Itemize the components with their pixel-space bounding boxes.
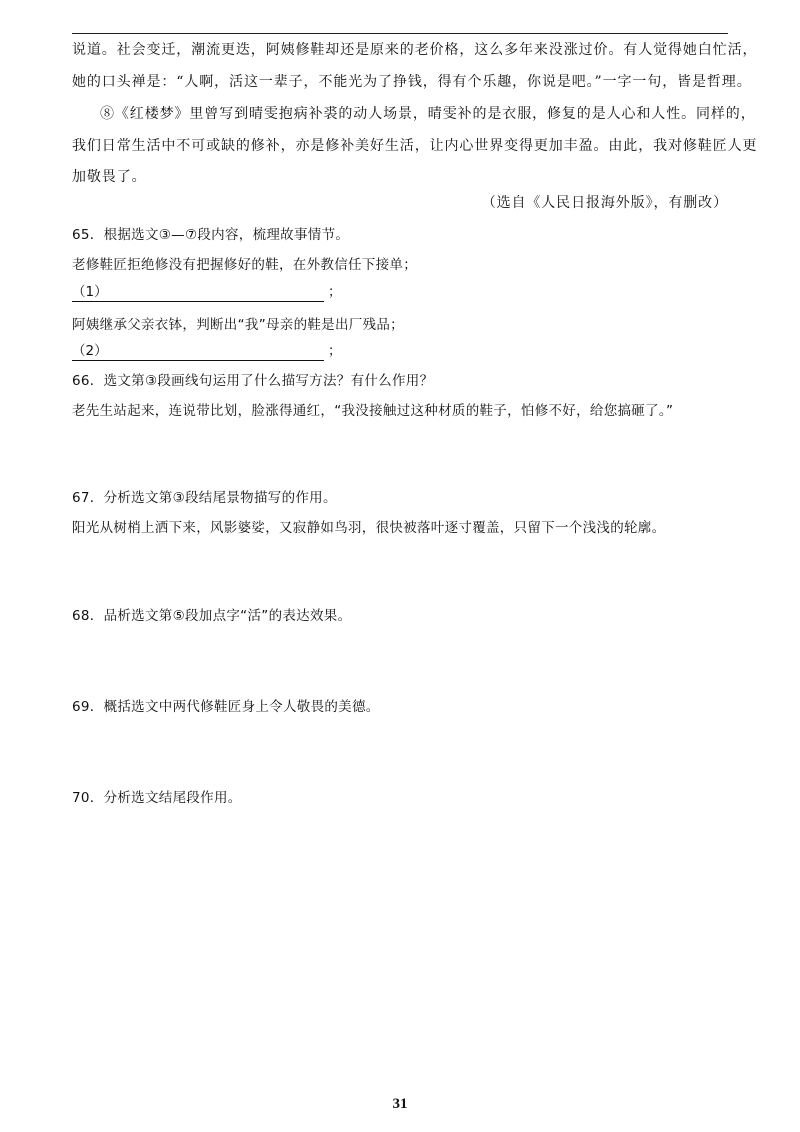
passage-line-3: ⑧《红楼梦》里曾写到晴雯抱病补裘的动人场景，晴雯补的是衣服，修复的是人心和人性。同样的， [100, 106, 756, 122]
question-69-title: 69．概括选文中两代修鞋匠身上令人敬畏的美德。 [72, 699, 380, 715]
passage-line-1: 说道。社会变迁，潮流更迭，阿姨修鞋却还是原来的老价格，这么多年来没涨过价。有人觉得她白忙活， [72, 42, 758, 58]
blank-2-end: ； [328, 343, 342, 359]
question-65-blank-1[interactable] [72, 282, 342, 302]
question-65-title: 65．根据选文③—⑦段内容，梳理故事情节。 [72, 227, 350, 243]
blank-1-label: （1） [72, 283, 324, 302]
question-70-title: 70．分析选文结尾段作用。 [72, 790, 242, 806]
passage-line-2: 她的口头禅是：“人啊，活这一辈子，不能光为了挣钱，得有个乐趣，你说是吧。”一字一句，皆是哲理。 [72, 74, 752, 90]
passage-source: （选自《人民日报海外版》，有删改） [481, 195, 728, 211]
blank-1-end: ； [328, 284, 342, 300]
question-66-title: 66．选文第③段画线句运用了什么描写方法？有什么作用？ [72, 373, 434, 389]
blank-2-label: （2） [72, 342, 324, 361]
question-67-title: 67．分析选文第③段结尾景物描写的作用。 [72, 490, 337, 506]
question-66-quote: 老先生站起来，连说带比划，脸涨得通红，“我没接触过这种材质的鞋子，怕修不好，给您搞砸了。” [72, 403, 674, 419]
question-65-blank-2[interactable] [72, 341, 342, 361]
page-number: 31 [392, 1096, 408, 1112]
passage-line-5: 加敬畏了。 [72, 169, 147, 185]
passage-line-4: 我们日常生活中不可或缺的修补，亦是修补美好生活，让内心世界变得更加丰盈。由此，我对修鞋匠人更 [72, 138, 758, 154]
question-65-step-2: 阿姨继承父亲衣钵，判断出“我”母亲的鞋是出厂残品； [72, 317, 404, 333]
question-65-step-1: 老修鞋匠拒绝修没有把握修好的鞋，在外教信任下接单； [72, 257, 417, 273]
question-67-quote: 阳光从树梢上洒下来，风影婆娑，又寂静如鸟羽，很快被落叶逐寸覆盖，只留下一个浅浅的轮廓。 [72, 520, 666, 536]
top-rule [72, 33, 728, 34]
question-68-title: 68．品析选文第⑤段加点字“活”的表达效果。 [72, 608, 352, 624]
